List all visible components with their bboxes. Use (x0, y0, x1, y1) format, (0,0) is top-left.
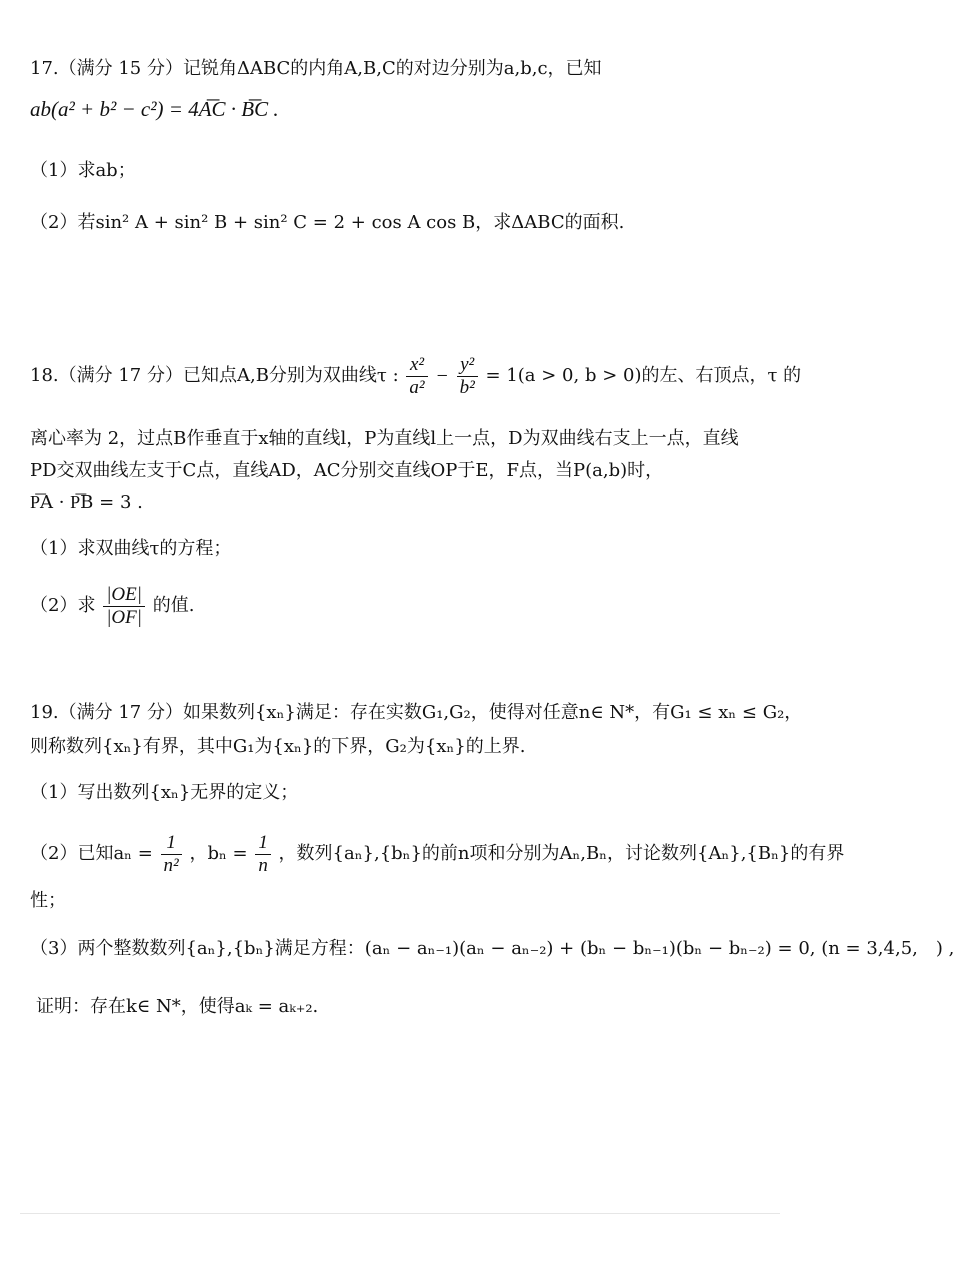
q18-part2 (30, 580, 790, 632)
q19-part3: （3）两个整数数列{aₙ},{bₙ}满足方程：(aₙ − aₙ₋₁)(aₙ − aₙ₋₂) + (bₙ − bₙ₋₁)(bₙ − bₙ₋₂) = 0, (n = 3,4,5, ) , (30, 938, 954, 959)
q18-frac-y-num: y² (457, 354, 478, 377)
q17-part2: （2）若sin² A + sin² B + sin² C = 2 + cos A cos B，求ΔABC的面积. (30, 212, 625, 233)
q17-statement: 17.（满分 15 分）记锐角ΔABC的内角A,B,C的对边分别为a,b,c，已知 (30, 58, 602, 79)
q17-part1: （1）求ab； (30, 160, 136, 181)
q18-intro: 18.（满分 17 分）已知点A,B分别为双曲线τ : (30, 365, 399, 386)
q18-part2-tail: 的值. (152, 595, 195, 616)
q19-frac-b-den: n (258, 854, 268, 876)
q18-frac-x (406, 354, 427, 399)
q18-ratio-den: |OF| (106, 606, 142, 628)
q19-frac-b (255, 832, 271, 877)
q18-frac-x-den: a² (409, 376, 425, 398)
q19-frac-b-num: 1 (255, 832, 271, 855)
page-bottom-divider (20, 1213, 780, 1214)
q17-formula: ab(a² + b² − c²) = 4A͞C · B͞C . (30, 97, 279, 121)
q18-statement-line4: P͞A · P͞B = 3 . (30, 492, 143, 513)
q19-part2 (30, 828, 845, 880)
q19-part3-proof: 证明：存在k∈ N*，使得aₖ = aₖ₊₂. (36, 996, 319, 1017)
q19-statement-line2: 则称数列{xₙ}有界，其中G₁为{xₙ}的下界，G₂为{xₙ}的上界. (30, 736, 526, 757)
q18-minus: − (435, 365, 449, 387)
q18-statement-line1 (30, 350, 802, 402)
q18-frac-y-den: b² (459, 376, 475, 398)
q18-hyperbola-cond: = 1(a > 0, b > 0)的左、右顶点，τ 的 (485, 365, 802, 386)
q19-part2-continued: 性； (30, 890, 66, 911)
q19-frac-a-den: n² (163, 854, 179, 876)
q18-statement-line3: PD交双曲线左支于C点，直线AD，AC分别交直线OP于E，F点，当P(a,b)时， (30, 460, 664, 481)
q18-part1: （1）求双曲线τ的方程； (30, 538, 232, 559)
q19-statement-line1: 19.（满分 17 分）如果数列{xₙ}满足：存在实数G₁,G₂，使得对任意n∈ N*，有G₁ ≤ xₙ ≤ G₂， (30, 702, 803, 723)
q18-ratio-frac (103, 584, 145, 629)
q18-frac-y (457, 354, 478, 399)
q19-frac-a-num: 1 (161, 832, 182, 855)
q18-frac-x-num: x² (406, 354, 427, 377)
q18-part2-label: （2）求 (30, 595, 96, 616)
q19-part2-tail: ，数列{aₙ},{bₙ}的前n项和分别为Aₙ,Bₙ，讨论数列{Aₙ},{Bₙ}的有界 (278, 843, 845, 864)
q18-statement-line2: 离心率为 2，过点B作垂直于x轴的直线l，P为直线l上一点，D为双曲线右支上一点，直线 (30, 428, 739, 449)
q19-part2-label: （2）已知aₙ = (30, 843, 153, 864)
q19-part1: （1）写出数列{xₙ}无界的定义； (30, 782, 299, 803)
q19-frac-a (161, 832, 182, 877)
q18-ratio-num: |OE| (103, 584, 145, 607)
q19-part2-mid: ，bₙ = (189, 843, 248, 864)
